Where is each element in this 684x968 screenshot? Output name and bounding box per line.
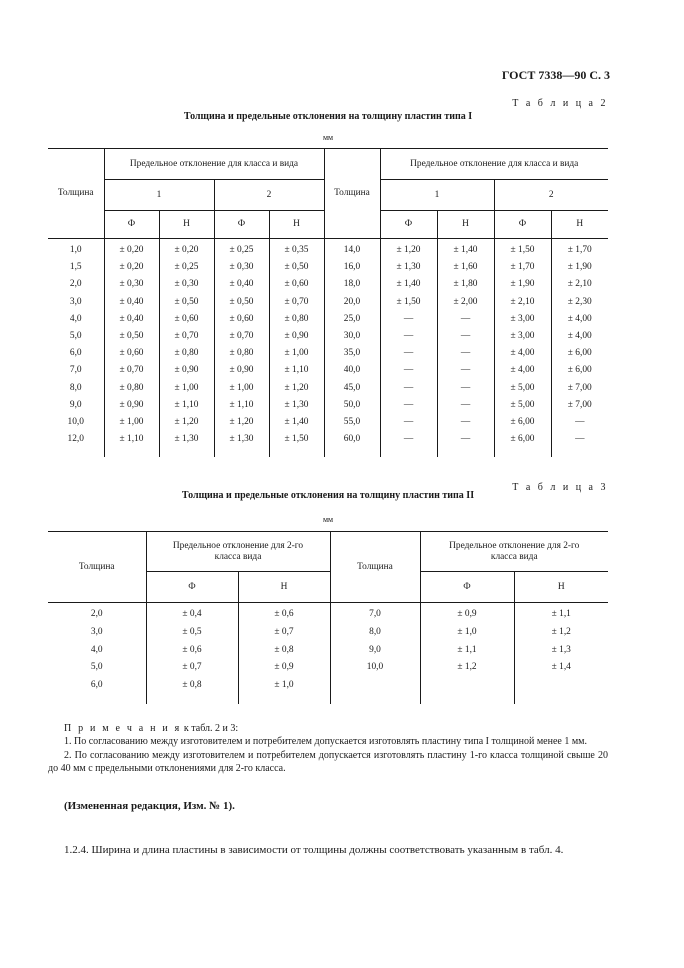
table2-header-kind-n: Н: [269, 211, 324, 239]
table3-header-kind-f: Ф: [146, 572, 238, 603]
table-cell: —: [380, 400, 437, 417]
table3-title: Толщина и предельные отклонения на толщину пластин типа II: [181, 490, 475, 501]
table2-header-kind-n: Н: [551, 211, 608, 239]
spacer-cell: [48, 698, 146, 704]
table-cell: ± 1,40: [380, 279, 437, 296]
table-cell: 1,5: [48, 262, 104, 279]
table-cell: 4,0: [48, 314, 104, 331]
table-row: [48, 627, 608, 645]
spacer-cell: [551, 451, 608, 457]
table-cell: 5,0: [48, 662, 146, 680]
table-cell: ± 1,10: [214, 400, 269, 417]
table-cell: 16,0: [324, 262, 380, 279]
table-row: [48, 331, 608, 348]
spacer-cell: [420, 698, 514, 704]
table-cell: ± 0,60: [269, 279, 324, 296]
table-cell: —: [437, 365, 494, 382]
note-item: 1. По согласованию между изготовителем и потребителем допускается изготовлять пластину типа I толщиной менее 1 мм.: [64, 736, 587, 748]
table3-header-thickness: Толщина: [48, 532, 146, 603]
table-cell: ± 0,30: [159, 279, 214, 296]
table-cell: 40,0: [324, 365, 380, 382]
table-cell: ± 0,70: [214, 331, 269, 348]
table-cell: ± 1,40: [437, 245, 494, 262]
table-cell: —: [437, 383, 494, 400]
table-row: [48, 279, 608, 296]
table2-title: Толщина и предельные отклонения на толщину пластин типа I: [183, 111, 473, 122]
table-cell: ± 0,80: [159, 348, 214, 365]
table-cell: ± 2,00: [437, 297, 494, 314]
table-cell: —: [380, 314, 437, 331]
table-cell: ± 0,90: [159, 365, 214, 382]
spacer-cell: [330, 698, 420, 704]
table-cell: ± 5,00: [494, 400, 551, 417]
table-cell: ± 4,00: [551, 331, 608, 348]
table2-unit: мм: [322, 133, 334, 142]
table-cell: ± 1,20: [269, 383, 324, 400]
table-cell: ± 1,00: [159, 383, 214, 400]
table-cell: ± 0,80: [269, 314, 324, 331]
table-cell: ± 0,40: [104, 297, 159, 314]
table3-header-kind-n: Н: [514, 572, 608, 603]
table-cell: —: [437, 348, 494, 365]
table-row: [48, 262, 608, 279]
table-cell: ± 0,40: [214, 279, 269, 296]
table2-header-deviation: Предельное отклонение для класса и вида: [104, 149, 324, 180]
table-cell: ± 1,70: [551, 245, 608, 262]
table-cell: ± 0,6: [146, 645, 238, 663]
table-cell: ± 1,30: [380, 262, 437, 279]
table-cell: ± 1,10: [269, 365, 324, 382]
table-cell: —: [380, 331, 437, 348]
table-cell: —: [437, 417, 494, 434]
note-item: 2. По согласованию между изготовителем и потребителем допускается изготовлять пластину 1-го класса толщиной свыше 20 до 40 мм с предельными отклонениями для 2-го класса.: [48, 749, 608, 775]
table-cell: —: [551, 434, 608, 451]
spacer-cell: [48, 451, 104, 457]
table-cell: ± 0,70: [269, 297, 324, 314]
notes: [48, 722, 608, 776]
table-cell: 10,0: [330, 662, 420, 680]
table2-header-kind-f: Ф: [380, 211, 437, 239]
table-row: [48, 680, 608, 698]
table-cell: ± 0,50: [269, 262, 324, 279]
table2-header-kind-n: Н: [437, 211, 494, 239]
table-cell: ± 1,90: [551, 262, 608, 279]
table-cell: ± 1,20: [214, 417, 269, 434]
table-cell: ± 1,10: [159, 400, 214, 417]
table-cell: ± 0,35: [269, 245, 324, 262]
table-cell: ± 0,4: [146, 609, 238, 627]
table-cell: ± 1,30: [269, 400, 324, 417]
table-cell: ± 0,8: [238, 645, 330, 663]
table-cell: ± 0,5: [146, 627, 238, 645]
table-cell: ± 2,30: [551, 297, 608, 314]
table-cell: ± 1,30: [159, 434, 214, 451]
spacer-cell: [494, 451, 551, 457]
table3-unit: мм: [322, 515, 334, 524]
table-cell: ± 6,00: [494, 434, 551, 451]
table-row: [48, 434, 608, 451]
table-cell: ± 1,70: [494, 262, 551, 279]
table-cell: ± 0,80: [214, 348, 269, 365]
table-cell: —: [380, 365, 437, 382]
notes-heading-label: П р и м е ч а н и я: [64, 723, 182, 734]
table-cell: ± 0,60: [214, 314, 269, 331]
table-row: [48, 645, 608, 663]
table-cell: 2,0: [48, 279, 104, 296]
document-reference: ГОСТ 7338—90 С. 3: [501, 68, 610, 82]
table-cell: 12,0: [48, 434, 104, 451]
table-cell: ± 1,20: [380, 245, 437, 262]
table-cell: 3,0: [48, 627, 146, 645]
table-cell: —: [380, 434, 437, 451]
table-cell: 4,0: [48, 645, 146, 663]
table-cell: ± 6,00: [551, 365, 608, 382]
table-cell: ± 0,20: [104, 245, 159, 262]
table-cell: ± 0,20: [104, 262, 159, 279]
table-cell: 18,0: [324, 279, 380, 296]
table3: [48, 531, 608, 704]
table-cell: ± 0,9: [238, 662, 330, 680]
spacer-cell: [324, 451, 380, 457]
table-cell: ± 2,10: [551, 279, 608, 296]
table-cell: 30,0: [324, 331, 380, 348]
spacer-cell: [380, 451, 437, 457]
table-cell: ± 0,60: [104, 348, 159, 365]
table-cell: 6,0: [48, 680, 146, 698]
table-cell: [330, 680, 420, 698]
table-cell: ± 0,30: [214, 262, 269, 279]
table-cell: ± 0,90: [269, 331, 324, 348]
table-cell: 25,0: [324, 314, 380, 331]
table3-label: Т а б л и ц а 3: [512, 482, 608, 493]
table-cell: 14,0: [324, 245, 380, 262]
table-cell: ± 0,25: [214, 245, 269, 262]
table-cell: ± 1,1: [420, 645, 514, 663]
table-cell: ± 0,50: [214, 297, 269, 314]
table-cell: 10,0: [48, 417, 104, 434]
table-cell: ± 1,90: [494, 279, 551, 296]
table2-header-kind-f: Ф: [104, 211, 159, 239]
spacer-row: [48, 451, 608, 457]
table-row: [48, 417, 608, 434]
table-row: [48, 297, 608, 314]
table-cell: ± 4,00: [494, 365, 551, 382]
table2-header-thickness: Толщина: [324, 149, 380, 239]
table-cell: 9,0: [48, 400, 104, 417]
table-cell: ± 1,50: [269, 434, 324, 451]
table-cell: [420, 680, 514, 698]
table-cell: ± 1,1: [514, 609, 608, 627]
table-cell: —: [380, 348, 437, 365]
table-cell: ± 1,3: [514, 645, 608, 663]
table-cell: ± 4,00: [494, 348, 551, 365]
table-cell: 45,0: [324, 383, 380, 400]
table2-header-class-2: 2: [214, 180, 324, 211]
table-cell: ± 1,50: [380, 297, 437, 314]
table2-label: Т а б л и ц а 2: [512, 98, 608, 109]
table-cell: [514, 680, 608, 698]
table-cell: ± 1,00: [214, 383, 269, 400]
table-cell: 8,0: [48, 383, 104, 400]
table3-header-kind-n: Н: [238, 572, 330, 603]
table-cell: ± 1,50: [494, 245, 551, 262]
table-cell: —: [437, 331, 494, 348]
table-cell: 9,0: [330, 645, 420, 663]
spacer-cell: [104, 451, 159, 457]
table-cell: ± 0,80: [104, 383, 159, 400]
table-cell: 2,0: [48, 609, 146, 627]
table-cell: 7,0: [48, 365, 104, 382]
table-cell: ± 1,0: [238, 680, 330, 698]
spacer-cell: [437, 451, 494, 457]
table3-body: [48, 603, 608, 704]
table-cell: ± 1,2: [514, 627, 608, 645]
table-cell: ± 1,4: [514, 662, 608, 680]
table-cell: ± 1,00: [269, 348, 324, 365]
table-cell: ± 0,25: [159, 262, 214, 279]
table-cell: 1,0: [48, 245, 104, 262]
table-cell: ± 0,70: [159, 331, 214, 348]
table-cell: ± 6,00: [494, 417, 551, 434]
table2-header-class-1: 1: [104, 180, 214, 211]
table-cell: ± 1,60: [437, 262, 494, 279]
table-cell: ± 3,00: [494, 331, 551, 348]
spacer-cell: [238, 698, 330, 704]
table-row: [48, 383, 608, 400]
table-cell: —: [437, 400, 494, 417]
spacer-cell: [214, 451, 269, 457]
table-cell: —: [437, 314, 494, 331]
spacer-cell: [146, 698, 238, 704]
table-cell: ± 1,10: [104, 434, 159, 451]
table-cell: ± 0,50: [104, 331, 159, 348]
table-cell: ± 0,60: [159, 314, 214, 331]
table-cell: ± 0,90: [214, 365, 269, 382]
table-cell: ± 0,8: [146, 680, 238, 698]
table2-header-deviation: Предельное отклонение для класса и вида: [380, 149, 608, 180]
table2-header-kind-f: Ф: [494, 211, 551, 239]
table-row: [48, 348, 608, 365]
table-cell: ± 1,80: [437, 279, 494, 296]
table2-header-thickness: Толщина: [48, 149, 104, 239]
table-cell: 8,0: [330, 627, 420, 645]
table3-header-deviation: Предельное отклонение для 2-го класса вида: [146, 532, 330, 572]
table-cell: ± 1,0: [420, 627, 514, 645]
table2-header-class-2: 2: [494, 180, 608, 211]
table-cell: 7,0: [330, 609, 420, 627]
table-cell: ± 0,20: [159, 245, 214, 262]
spacer-row: [48, 698, 608, 704]
table-row: [48, 365, 608, 382]
spacer-cell: [159, 451, 214, 457]
table-cell: ± 0,6: [238, 609, 330, 627]
table-cell: ± 1,00: [104, 417, 159, 434]
spacer-cell: [514, 698, 608, 704]
table-cell: ± 1,30: [214, 434, 269, 451]
table-cell: —: [437, 434, 494, 451]
table-cell: ± 1,20: [159, 417, 214, 434]
table-cell: ± 1,40: [269, 417, 324, 434]
table2: [48, 148, 608, 457]
table-cell: ± 0,70: [104, 365, 159, 382]
table-cell: 55,0: [324, 417, 380, 434]
notes-heading: [48, 722, 608, 735]
table-cell: 50,0: [324, 400, 380, 417]
table-cell: ± 7,00: [551, 383, 608, 400]
table-cell: ± 0,9: [420, 609, 514, 627]
spacer-cell: [269, 451, 324, 457]
table3-header-thickness: Толщина: [330, 532, 420, 603]
section-paragraph: 1.2.4. Ширина и длина пластины в зависимости от толщины должны соответствовать указанным в табл. 4.: [64, 844, 564, 856]
table-cell: 20,0: [324, 297, 380, 314]
table-cell: —: [380, 417, 437, 434]
table-cell: ± 3,00: [494, 314, 551, 331]
table-cell: ± 0,7: [146, 662, 238, 680]
table-cell: ± 4,00: [551, 314, 608, 331]
table2-header-kind-f: Ф: [214, 211, 269, 239]
table-cell: 60,0: [324, 434, 380, 451]
table-cell: ± 7,00: [551, 400, 608, 417]
table-cell: ± 0,30: [104, 279, 159, 296]
table-row: [48, 662, 608, 680]
table-cell: ± 1,2: [420, 662, 514, 680]
table-cell: 5,0: [48, 331, 104, 348]
table3-header-deviation: Предельное отклонение для 2-го класса вида: [420, 532, 608, 572]
table-cell: ± 5,00: [494, 383, 551, 400]
table-cell: —: [551, 417, 608, 434]
table-row: [48, 314, 608, 331]
table-cell: 35,0: [324, 348, 380, 365]
table-cell: —: [380, 383, 437, 400]
table-cell: ± 0,50: [159, 297, 214, 314]
table2-body: [48, 239, 608, 458]
table-row: [48, 609, 608, 627]
notes-heading-suffix: к табл. 2 и 3:: [181, 723, 239, 734]
table2-header-class-1: 1: [380, 180, 494, 211]
table3-header-kind-f: Ф: [420, 572, 514, 603]
table-cell: 3,0: [48, 297, 104, 314]
table-cell: ± 0,40: [104, 314, 159, 331]
table2-header-kind-n: Н: [159, 211, 214, 239]
table-cell: ± 0,7: [238, 627, 330, 645]
table-cell: 6,0: [48, 348, 104, 365]
table-row: [48, 400, 608, 417]
table-cell: ± 0,90: [104, 400, 159, 417]
table-cell: ± 2,10: [494, 297, 551, 314]
table-cell: ± 6,00: [551, 348, 608, 365]
amendment-note: (Измененная редакция, Изм. № 1).: [64, 800, 235, 812]
table-row: [48, 245, 608, 262]
